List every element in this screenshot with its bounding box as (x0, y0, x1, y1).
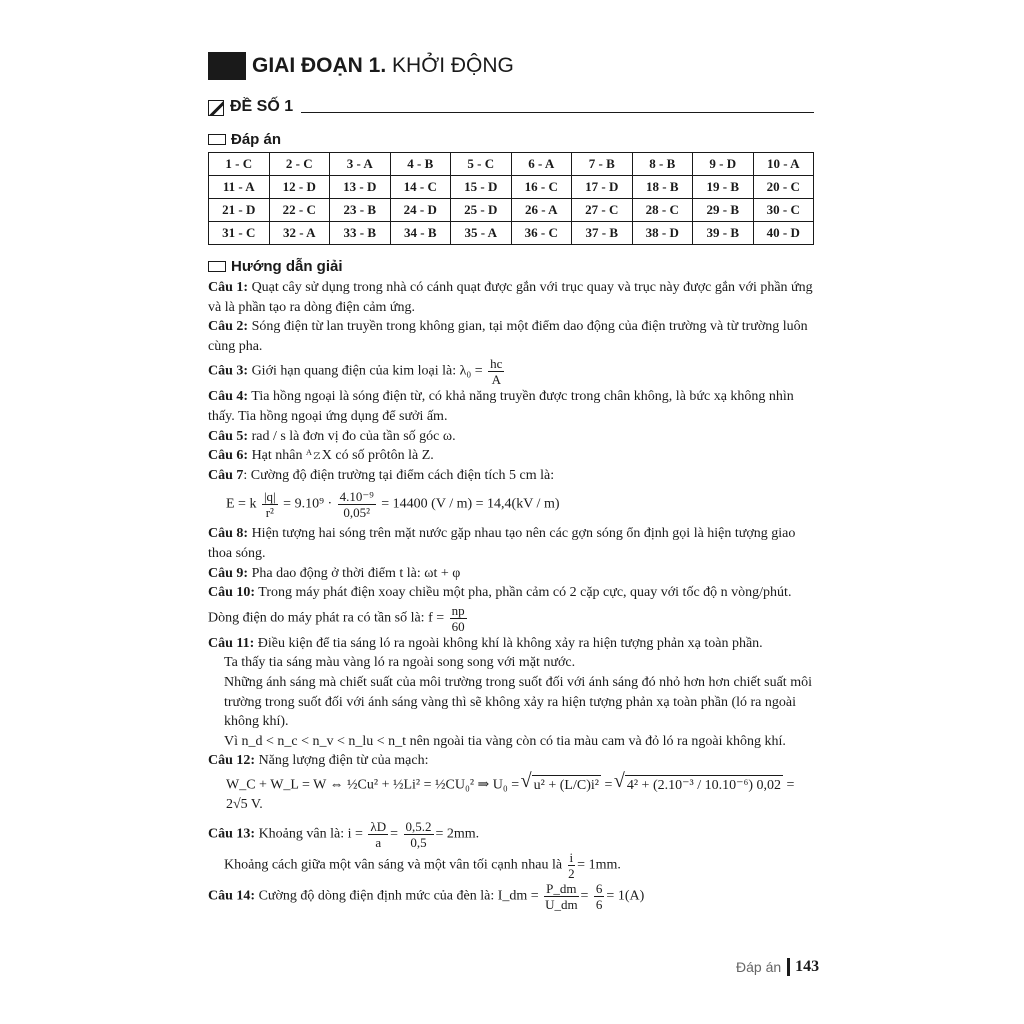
answer-cell: 26 - A (511, 199, 572, 222)
answer-cell: 23 - B (330, 199, 391, 222)
q14: Câu 14: Cường độ dòng điện định mức của đèn là: I_dm = $\frac{P\_dm}{U\_dm}$ = $\frac{6}{6}$ = 1(A) (208, 881, 645, 913)
header-block-icon (208, 52, 246, 80)
answer-cell: 16 - C (511, 176, 572, 199)
page-number: 143 (795, 958, 820, 975)
pencil-icon (208, 100, 224, 116)
q7-equation: E = k $\frac{|q|}{\text{r²}}$ = 9.10⁹ · $\frac{\text{4.10⁻⁹}}{\text{0,05²}}$ = 14400 (V / m) = 14,4(kV / m) (226, 489, 560, 521)
q1: Câu 1: Quạt cây sử dụng trong nhà có cánh quạt được gắn với trục quay và trục này được gắn với phần ứng và là phần tạo ra dòng điện cảm ứng. (208, 280, 813, 315)
q9: Câu 9: Pha dao động ở thời điểm t là: ωt + φ (208, 565, 461, 581)
box-icon (208, 134, 226, 145)
q10: Câu 10: Trong máy phát điện xoay chiều một pha, phần cảm có 2 cặp cực, quay với tốc độ n vòng/phút. (208, 585, 792, 601)
answer-cell: 1 - C (209, 153, 270, 176)
answer-table (208, 152, 814, 245)
section-guide (208, 258, 343, 275)
answer-row (209, 222, 814, 245)
answer-row (209, 199, 814, 222)
q3: Câu 3: Giới hạn quang điện của kim loại là: λ₀ = $\frac{hc}{A}$ (208, 356, 503, 388)
footer-divider (787, 958, 790, 976)
q11: Câu 11: Điều kiện để tia sáng ló ra ngoài không khí là không xảy ra hiện tượng phản xạ toàn phần. (208, 635, 763, 651)
q2: Câu 2: Sóng điện từ lan truyền trong không gian, tại một điểm dao động của điện trường và từ trường luôn cùng pha. (208, 319, 808, 354)
answer-cell: 40 - D (753, 222, 814, 245)
answer-cell: 39 - B (693, 222, 754, 245)
footer-label: Đáp án (736, 959, 782, 975)
box-icon (208, 261, 226, 272)
answer-cell: 37 - B (572, 222, 633, 245)
answer-cell: 7 - B (572, 153, 633, 176)
answer-cell: 34 - B (390, 222, 451, 245)
answer-cell: 30 - C (753, 199, 814, 222)
answer-cell: 9 - D (693, 153, 754, 176)
exam-heading (208, 98, 814, 116)
q4: Câu 4: Tia hồng ngoại là sóng điện từ, có khả năng truyền được trong chân không, là bức xạ không nhìn thấy. Tia hồng ngoại ứng dụng để sưởi ấm. (208, 389, 794, 424)
q10-line2: Dòng điện do máy phát ra có tần số là: f = $\frac{np}{60}$ (208, 602, 465, 634)
answer-cell: 17 - D (572, 176, 633, 199)
q12-equation: W_C + W_L = W ⇔ ½Cu² + ½Li² = ½CU₀² ⇒ U₀ = √ u² + (L/C)i² = √ 4² + (2.10⁻³ / 10.10⁻⁶) 0,02 = 2√5 V. (208, 775, 816, 815)
exam-title: ĐỀ SỐ 1 (230, 98, 294, 115)
answer-row (209, 153, 814, 176)
q11-line2: Ta thấy tia sáng màu vàng ló ra ngoài song song với mặt nước. (224, 655, 576, 671)
answer-cell: 18 - B (632, 176, 693, 199)
answer-cell: 38 - D (632, 222, 693, 245)
answer-cell: 25 - D (451, 199, 512, 222)
answer-cell: 19 - B (693, 176, 754, 199)
answer-cell: 28 - C (632, 199, 693, 222)
answer-cell: 36 - C (511, 222, 572, 245)
chapter-header (208, 52, 514, 80)
answer-cell: 31 - C (209, 222, 270, 245)
answer-cell: 4 - B (390, 153, 451, 176)
q5: Câu 5: rad / s là đơn vị đo của tần số góc ω. (208, 428, 456, 444)
q8: Câu 8: Hiện tượng hai sóng trên mặt nước gặp nhau tạo nên các gợn sóng ổn định gọi là hiện tượng giao thoa sóng. (208, 526, 796, 561)
answer-cell: 33 - B (330, 222, 391, 245)
q11-line4: Vì n_d < n_c < n_v < n_lu < n_t nên ngoài tia vàng còn có tia màu cam và đỏ ló ra ngoài không khí. (224, 733, 786, 749)
answer-cell: 11 - A (209, 176, 270, 199)
q7: Câu 7: Cường độ điện trường tại điểm cách điện tích 5 cm là: (208, 467, 555, 483)
answer-cell: 6 - A (511, 153, 572, 176)
answer-cell: 5 - C (451, 153, 512, 176)
section-answers (208, 131, 281, 148)
answer-cell: 12 - D (269, 176, 330, 199)
answer-cell: 35 - A (451, 222, 512, 245)
section-guide-label: Hướng dẫn giải (231, 258, 343, 275)
answer-cell: 21 - D (209, 199, 270, 222)
q11-line3: Những ánh sáng mà chiết suất của môi trường trong suốt đối với ánh sáng đó nhỏ hơn hơn chiết suất môi trường trong suốt đối với ánh sáng vàng thì sẽ không xảy ra hiện tượng phản xạ toàn phần (ló ra ngoài không khí). (224, 674, 812, 730)
answer-cell: 29 - B (693, 199, 754, 222)
solution-body (208, 278, 816, 912)
q12: Câu 12: Năng lượng điện từ của mạch: (208, 753, 429, 769)
chapter-title: GIAI ĐOẠN 1. KHỞI ĐỘNG (252, 54, 514, 77)
answer-cell: 2 - C (269, 153, 330, 176)
q13-line2: Khoảng cách giữa một vân sáng và một vân tối cạnh nhau là $\frac{i}{2}$ = 1mm. (224, 850, 621, 882)
answer-cell: 3 - A (330, 153, 391, 176)
answer-cell: 13 - D (330, 176, 391, 199)
answer-cell: 20 - C (753, 176, 814, 199)
answer-cell: 15 - D (451, 176, 512, 199)
q6: Câu 6: Hạt nhân ᴬ𝚣X có số prôtôn là Z. (208, 448, 434, 464)
section-answers-label: Đáp án (231, 131, 282, 148)
answer-row (209, 176, 814, 199)
page-footer (736, 958, 819, 976)
answer-cell: 22 - C (269, 199, 330, 222)
answer-cell: 24 - D (390, 199, 451, 222)
answer-cell: 8 - B (632, 153, 693, 176)
answer-cell: 10 - A (753, 153, 814, 176)
q13: Câu 13: Khoảng vân là: i = $\frac{\lambda D}{a}$ = $\frac{0,5.2}{0,5}$ = 2mm. (208, 819, 480, 851)
answer-cell: 32 - A (269, 222, 330, 245)
answer-cell: 14 - C (390, 176, 451, 199)
answer-cell: 27 - C (572, 199, 633, 222)
heading-rule (301, 112, 814, 113)
